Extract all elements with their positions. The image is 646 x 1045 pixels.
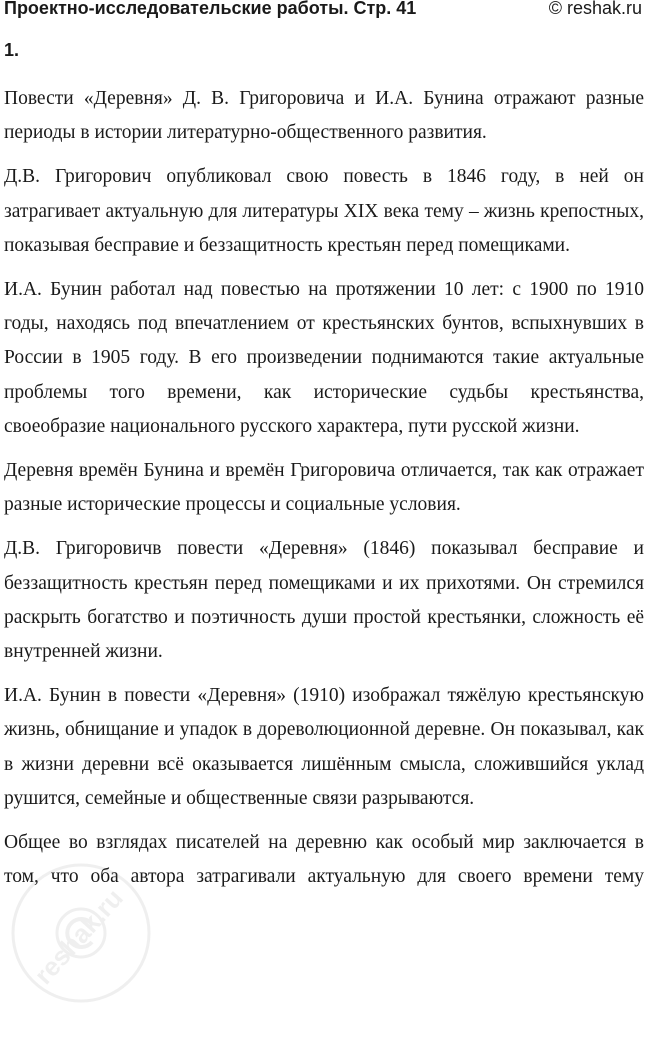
- site-credit: © reshak.ru: [548, 0, 642, 18]
- paragraph-bunin-story: И.А. Бунин в повести «Деревня» (1910) изображал тяжёлую крестьянскую жизнь, обнищание и упадок в дореволюционной деревне. Он показывал, как в жизни деревни всё оказывается лишённым смысла, сложившийся уклад рушится, семейные и общественные связи разрываются.: [4, 685, 644, 809]
- paragraph-intro: Повести «Деревня» Д. В. Григоровича и И.А. Бунина отражают разные периоды в истории литературно-общественного развития.: [4, 88, 644, 144]
- task-number: 1.: [4, 40, 20, 60]
- page-header: [4, 0, 644, 20]
- paragraph-difference: Деревня времён Бунина и времён Григоровича отличается, так как отражает разные исторические процессы и социальные условия.: [4, 460, 644, 516]
- watermark-text: reshak.ru: [28, 882, 129, 991]
- paragraph-grigorovich-story: Д.В. Григоровичв повести «Деревня» (1846) показывал бесправие и беззащитность крестьян перед помещиками и их прихотями. Он стремился раскрыть богатство и поэтичность души простой крестьянки, сложность её внутренней жизни.: [4, 538, 644, 663]
- answer-text: [4, 82, 644, 894]
- paragraph-grigorovich: Д.В. Григорович опубликовал свою повесть в 1846 году, в ней он затрагивает актуальную для литературы XIX века тему – жизнь крепостных, показывая бесправие и беззащитность крестьян перед помещиками.: [4, 166, 644, 256]
- paragraph-common: Общее во взглядах писателей на деревню как особый мир заключается в том, что оба автора затрагивали актуальную для своего времени тему: [4, 832, 644, 888]
- paragraph-bunin: И.А. Бунин работал над повестью на протяжении 10 лет: с 1900 по 1910 годы, находясь под впечатлением от крестьянских бунтов, вспыхнувших в России в 1905 году. В его произведении поднимаются такие актуальные проблемы того времени, как исторические судьбы крестьянства, своеобразие национального русского характера, пути русской жизни.: [4, 279, 644, 437]
- page-title: Проектно-исследовательские работы. Стр. 41: [4, 0, 417, 18]
